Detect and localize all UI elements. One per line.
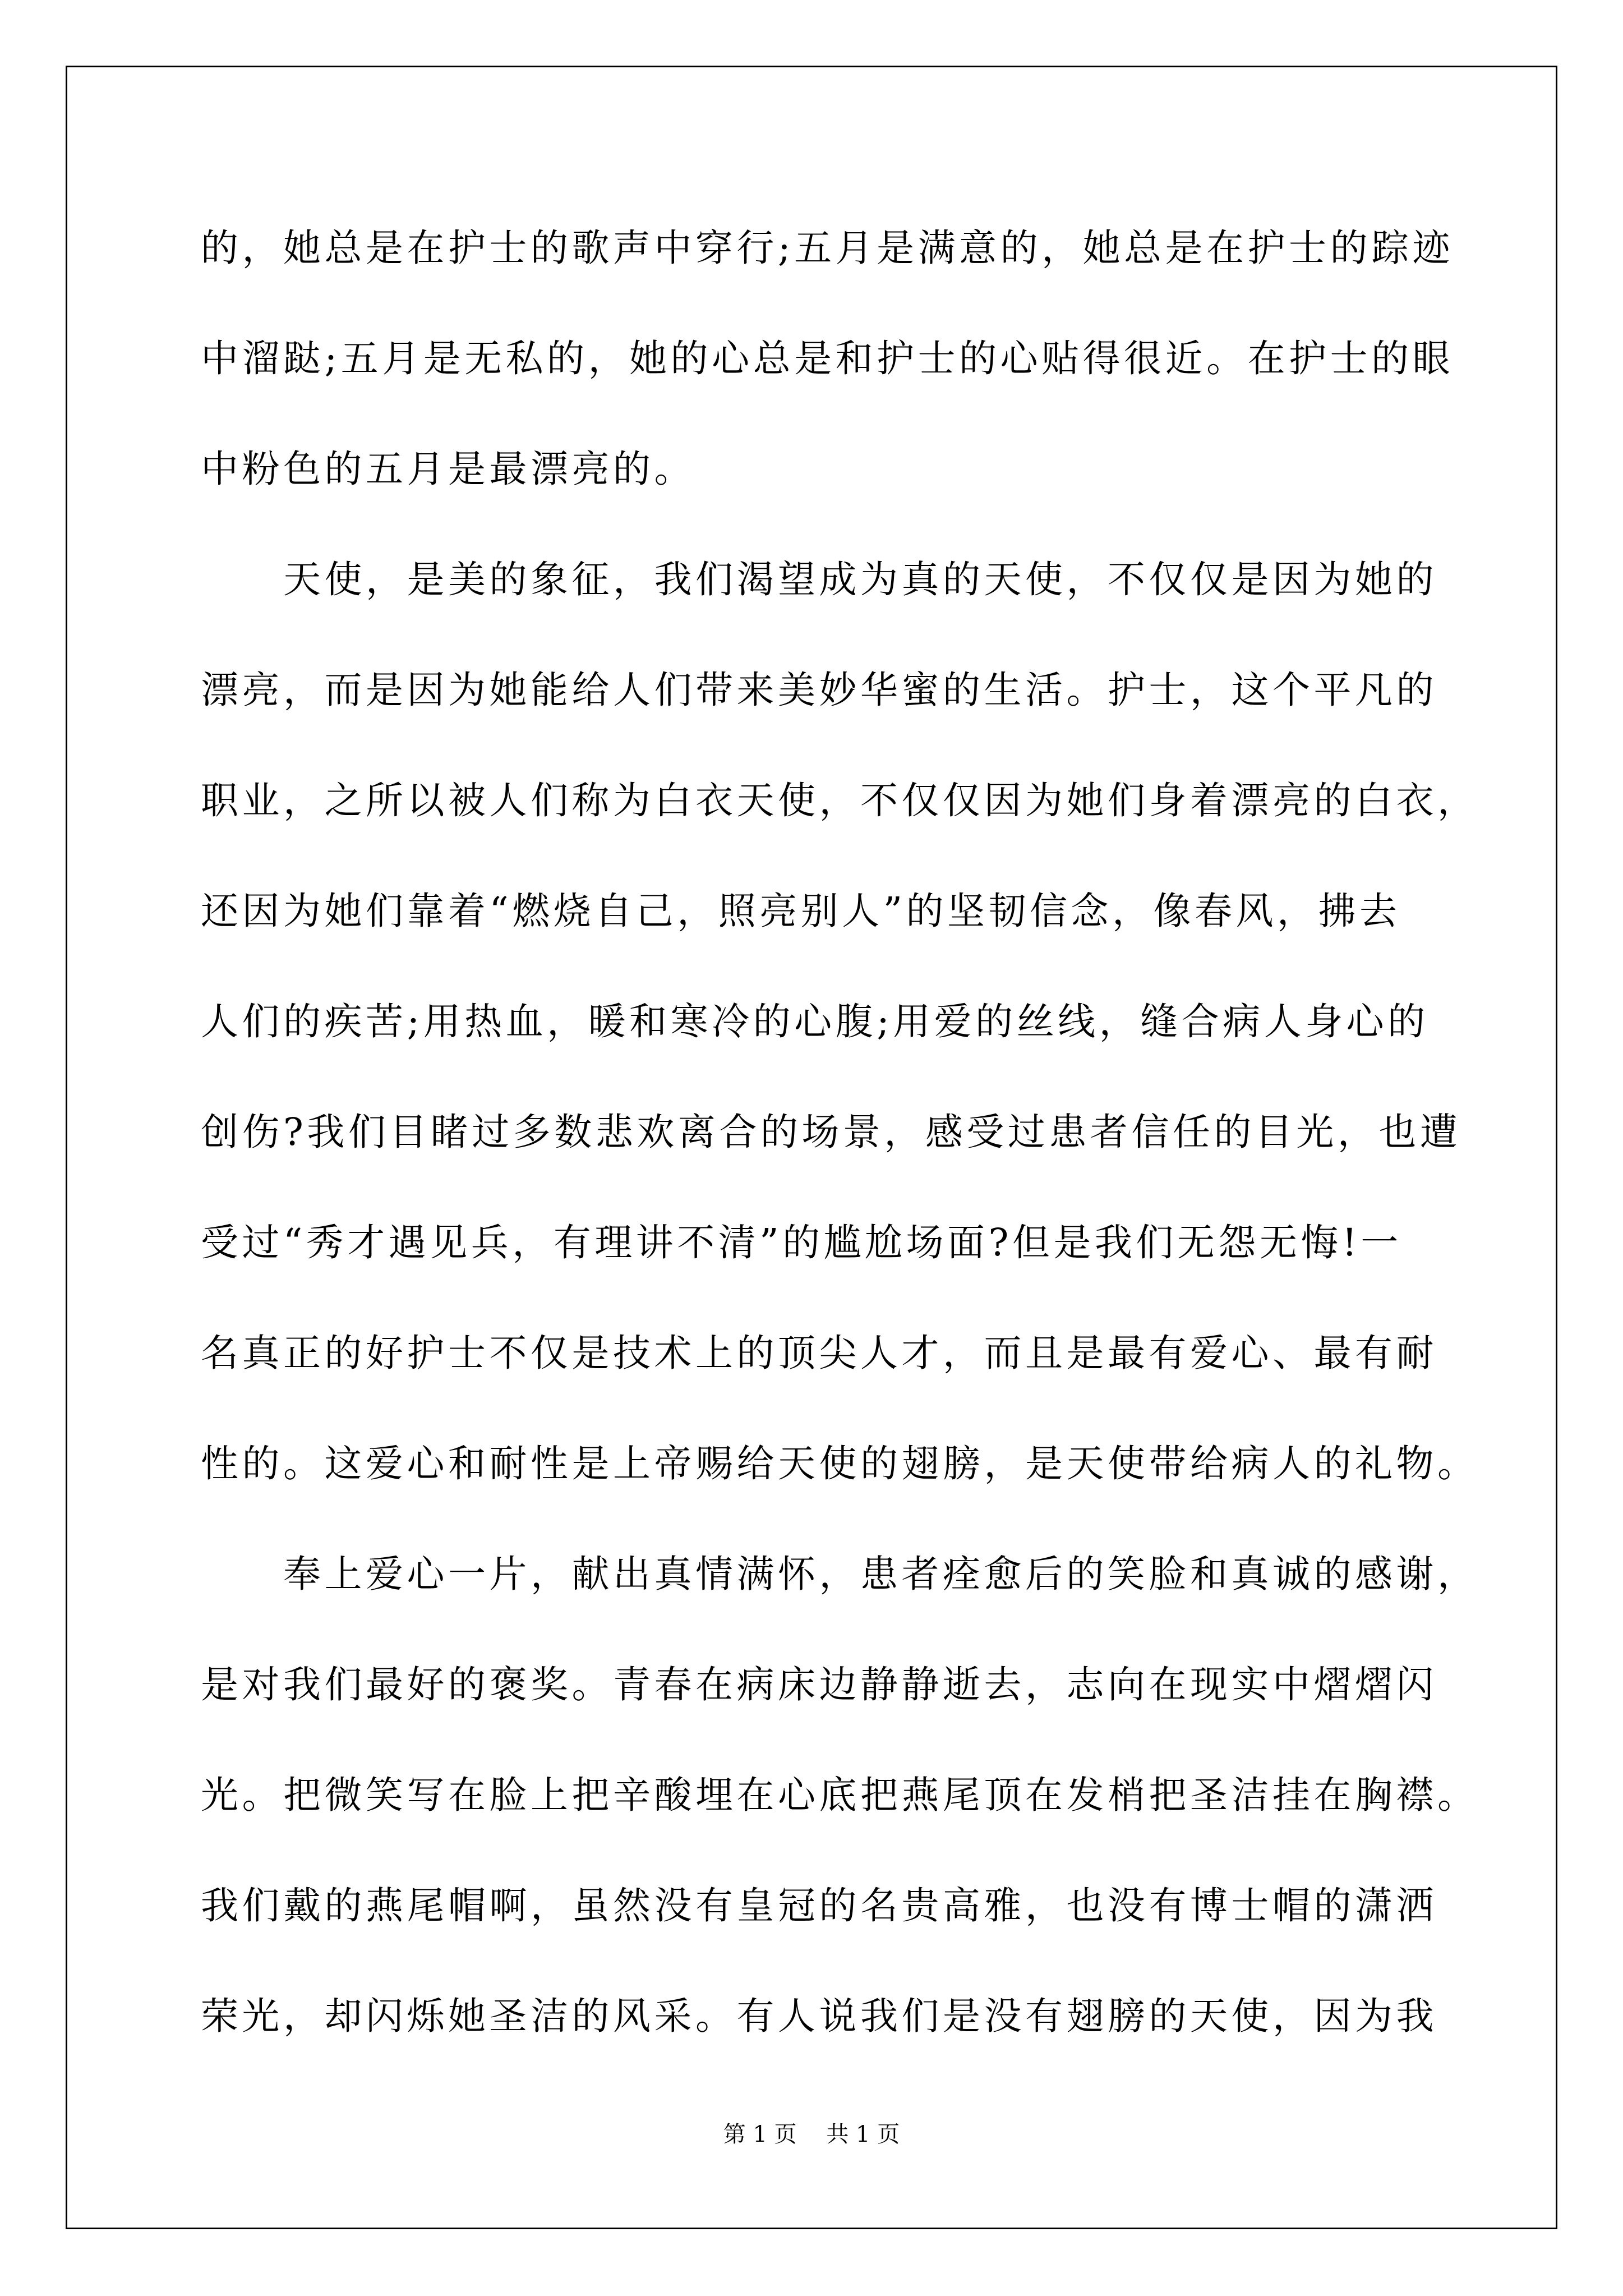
body-text-line: 人们的疾苦;用热血，暖和寒冷的心腹;用爱的丝线，缝合病人身心的 bbox=[201, 1000, 1429, 1043]
body-text-line: 奉上爱心一片，献出真情满怀，患者痊愈后的笑脸和真诚的感谢， bbox=[201, 1552, 1479, 1596]
body-text-line: 天使，是美的象征，我们渴望成为真的天使，不仅仅是因为她的 bbox=[201, 558, 1437, 601]
body-text-line: 名真正的好护士不仅是技术上的顶尖人才，而且是最有爱心、最有耐 bbox=[201, 1331, 1437, 1375]
body-text-line: 的，她总是在护士的歌声中穿行;五月是满意的，她总是在护士的踪迹 bbox=[201, 226, 1454, 270]
body-text-line: 职业，之所以被人们称为白衣天使，不仅仅因为她们身着漂亮的白衣， bbox=[201, 779, 1479, 822]
body-text-line: 中粉色的五月是最漂亮的。 bbox=[201, 447, 695, 491]
body-text-line: 我们戴的燕尾帽啊，虽然没有皇冠的名贵高雅，也没有博士帽的潇洒 bbox=[201, 1884, 1437, 1927]
page-number-footer: 第 1 页 共 1 页 bbox=[723, 2122, 900, 2147]
body-text-line: 受过“秀才遇见兵，有理讲不清”的尴尬场面?但是我们无怨无悔!一 bbox=[201, 1221, 1402, 1264]
body-text-line: 创伤?我们目睹过多数悲欢离合的场景，感受过患者信任的目光，也遭 bbox=[201, 1110, 1461, 1154]
body-text-line: 中溜跶;五月是无私的，她的心总是和护士的心贴得很近。在护士的眼 bbox=[201, 337, 1454, 380]
body-text-line: 性的。这爱心和耐性是上帝赐给天使的翅膀，是天使带给病人的礼物。 bbox=[201, 1442, 1479, 1485]
body-text-line: 还因为她们靠着“燃烧自己，照亮别人”的坚韧信念，像春风，拂去 bbox=[201, 889, 1401, 933]
body-text-line: 光。把微笑写在脸上把辛酸埋在心底把燕尾顶在发梢把圣洁挂在胸襟。 bbox=[201, 1773, 1479, 1817]
body-text-line: 荣光，却闪烁她圣洁的风采。有人说我们是没有翅膀的天使，因为我 bbox=[201, 1994, 1437, 2038]
body-text-line: 漂亮，而是因为她能给人们带来美妙华蜜的生活。护士，这个平凡的 bbox=[201, 668, 1437, 712]
body-text-line: 是对我们最好的褒奖。青春在病床边静静逝去，志向在现实中熠熠闪 bbox=[201, 1663, 1437, 1706]
